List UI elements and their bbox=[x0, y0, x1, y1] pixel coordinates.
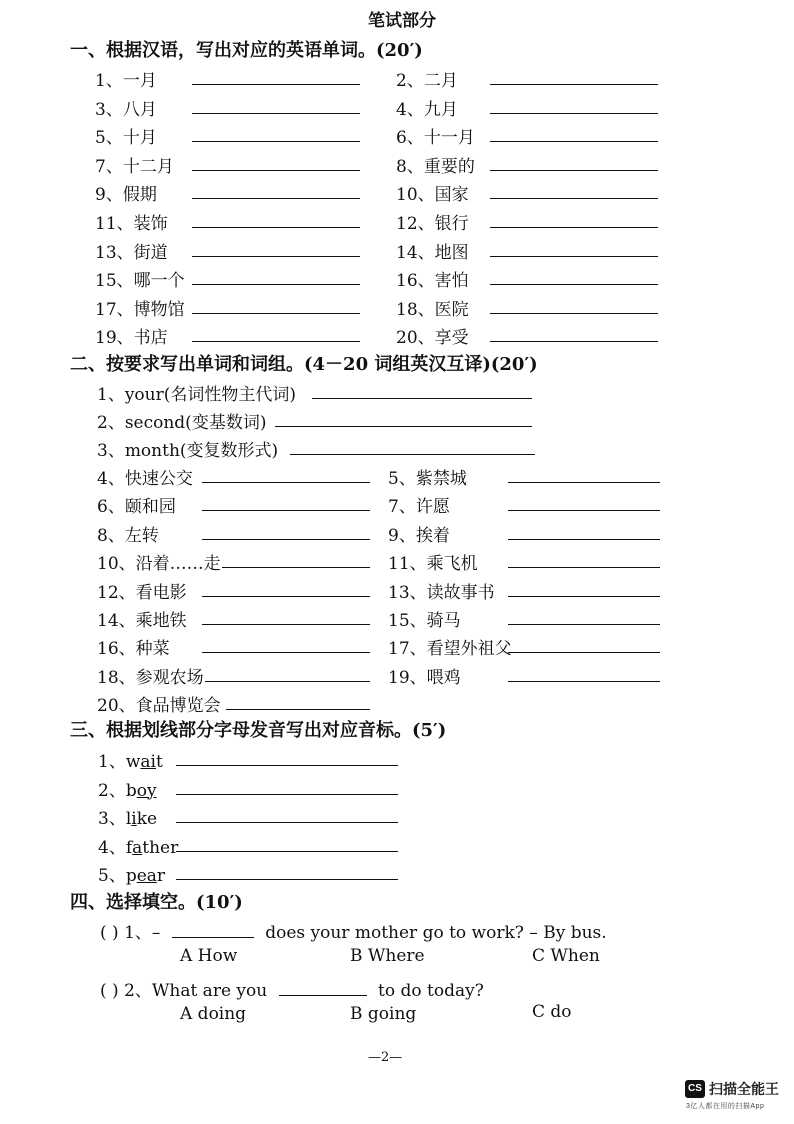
answer-line[interactable] bbox=[290, 454, 535, 455]
question-text: to do today? bbox=[378, 981, 484, 1001]
word-part: t bbox=[155, 752, 163, 772]
word-part: 2、 bbox=[98, 780, 126, 801]
vocab-prompt: 15、哪一个 bbox=[95, 271, 185, 292]
vocab-prompt: 5、十月 bbox=[95, 128, 157, 149]
answer-line[interactable] bbox=[192, 313, 360, 314]
phrase-prompt: 12、看电影 bbox=[97, 582, 187, 603]
word-part: 3、 bbox=[98, 809, 126, 829]
answer-line[interactable] bbox=[192, 227, 360, 228]
answer-line[interactable] bbox=[490, 341, 658, 342]
question-1 bbox=[100, 918, 607, 943]
vocab-prompt: 20、享受 bbox=[396, 328, 469, 349]
phrase-prompt: 19、喂鸡 bbox=[388, 667, 461, 688]
phonics-word bbox=[98, 747, 163, 772]
answer-line[interactable] bbox=[192, 84, 360, 85]
phrase-prompt: 10、沿着……走 bbox=[97, 554, 221, 575]
answer-line[interactable] bbox=[202, 510, 370, 511]
answer-line[interactable] bbox=[490, 84, 658, 85]
answer-line[interactable] bbox=[226, 709, 370, 710]
vocab-prompt: 8、重要的 bbox=[396, 156, 475, 177]
underlined-letters: a bbox=[132, 837, 143, 858]
question-number: 2、What are you bbox=[124, 981, 268, 1001]
answer-line[interactable] bbox=[508, 482, 660, 483]
answer-line[interactable] bbox=[205, 681, 370, 682]
answer-line[interactable] bbox=[192, 341, 360, 342]
vocab-prompt: 1、一月 bbox=[95, 71, 157, 91]
option-c[interactable]: C When bbox=[532, 946, 600, 966]
answer-paren: ( ) bbox=[100, 981, 119, 1001]
answer-line[interactable] bbox=[192, 113, 360, 114]
answer-line[interactable] bbox=[202, 596, 370, 597]
vocab-prompt: 11、装饰 bbox=[95, 214, 168, 234]
answer-line[interactable] bbox=[490, 198, 658, 199]
answer-line[interactable] bbox=[176, 879, 398, 880]
underlined-letters: ai bbox=[140, 752, 156, 772]
answer-line[interactable] bbox=[176, 765, 398, 766]
question-2 bbox=[100, 976, 484, 1001]
answer-line[interactable] bbox=[202, 482, 370, 483]
underlined-letters: i bbox=[131, 809, 137, 829]
page-title: 笔试部分 bbox=[368, 11, 436, 31]
scanner-app-name: 扫描全能王 bbox=[709, 1081, 779, 1097]
phrase-prompt: 14、乘地铁 bbox=[97, 611, 187, 631]
vocab-prompt: 4、九月 bbox=[396, 99, 458, 120]
word-part: w bbox=[125, 752, 141, 772]
answer-line[interactable] bbox=[490, 141, 658, 142]
vocab-prompt: 10、国家 bbox=[396, 185, 469, 206]
phrase-prompt: 6、颐和园 bbox=[97, 497, 176, 518]
phrase-prompt: 20、食品博览会 bbox=[97, 696, 221, 717]
word-part: 4、 bbox=[98, 837, 126, 858]
phonics-word bbox=[98, 776, 157, 801]
phrase-prompt: 9、挨着 bbox=[388, 525, 450, 546]
answer-line[interactable] bbox=[508, 652, 660, 653]
answer-line[interactable] bbox=[312, 398, 532, 399]
phonics-word bbox=[98, 833, 178, 858]
phrase-prompt: 1、your(名词性物主代词) bbox=[97, 385, 296, 405]
word-part: 1、 bbox=[98, 752, 126, 772]
word-part: ke bbox=[136, 809, 158, 829]
section-3-heading: 三、根据划线部分字母发音写出对应音标。(5′) bbox=[70, 720, 447, 741]
answer-line[interactable] bbox=[508, 567, 660, 568]
word-part: b bbox=[125, 780, 137, 801]
option-a[interactable]: A How bbox=[180, 946, 238, 966]
section-4-heading: 四、选择填空。(10′) bbox=[70, 892, 243, 913]
question-number: 1、– bbox=[124, 923, 161, 943]
word-part: 5、 bbox=[98, 866, 126, 886]
vocab-prompt: 3、八月 bbox=[95, 99, 157, 120]
answer-line[interactable] bbox=[192, 284, 360, 285]
word-part: p bbox=[125, 866, 137, 886]
option-a[interactable]: A doing bbox=[180, 1004, 247, 1024]
phrase-prompt: 2、second(变基数词) bbox=[97, 413, 267, 433]
answer-line[interactable] bbox=[490, 256, 658, 257]
underlined-letters: ea bbox=[136, 866, 157, 886]
word-part: l bbox=[125, 809, 132, 829]
scanner-logo-icon: CS bbox=[685, 1080, 705, 1098]
answer-blank[interactable] bbox=[172, 925, 254, 938]
phrase-prompt: 5、紫禁城 bbox=[388, 469, 467, 489]
phrase-prompt: 15、骑马 bbox=[388, 611, 461, 631]
vocab-prompt: 9、假期 bbox=[95, 185, 157, 206]
answer-line[interactable] bbox=[176, 794, 398, 795]
option-c[interactable]: C do bbox=[532, 1002, 572, 1022]
answer-line[interactable] bbox=[490, 113, 658, 114]
answer-line[interactable] bbox=[222, 567, 370, 568]
answer-line[interactable] bbox=[490, 170, 658, 171]
answer-line[interactable] bbox=[490, 227, 658, 228]
answer-line[interactable] bbox=[508, 510, 660, 511]
phrase-prompt: 8、左转 bbox=[97, 525, 159, 546]
vocab-prompt: 12、银行 bbox=[396, 214, 469, 234]
page-number: —2— bbox=[368, 1050, 403, 1065]
answer-line[interactable] bbox=[202, 539, 370, 540]
vocab-prompt: 7、十二月 bbox=[95, 156, 174, 177]
vocab-prompt: 18、医院 bbox=[396, 299, 469, 320]
section-1-heading: 一、根据汉语，写出对应的英语单词。(20′) bbox=[70, 40, 423, 61]
answer-line[interactable] bbox=[192, 198, 360, 199]
question-text: does your mother go to work? – By bus. bbox=[265, 923, 607, 943]
vocab-prompt: 13、街道 bbox=[95, 242, 168, 263]
answer-line[interactable] bbox=[490, 313, 658, 314]
vocab-prompt: 6、十一月 bbox=[396, 128, 475, 149]
answer-line[interactable] bbox=[192, 256, 360, 257]
word-part: f bbox=[125, 837, 133, 858]
answer-line[interactable] bbox=[192, 141, 360, 142]
answer-line[interactable] bbox=[275, 426, 532, 427]
answer-line[interactable] bbox=[176, 822, 398, 823]
vocab-prompt: 16、害怕 bbox=[396, 271, 469, 292]
answer-line[interactable] bbox=[508, 624, 660, 625]
option-b[interactable]: B going bbox=[350, 1004, 417, 1024]
word-part: ther bbox=[142, 837, 179, 858]
answer-line[interactable] bbox=[508, 539, 660, 540]
vocab-prompt: 14、地图 bbox=[396, 242, 469, 263]
phrase-prompt: 7、许愿 bbox=[388, 497, 450, 518]
word-part: r bbox=[156, 866, 166, 886]
answer-blank[interactable] bbox=[279, 983, 367, 996]
phrase-prompt: 13、读故事书 bbox=[388, 582, 495, 603]
answer-line[interactable] bbox=[176, 851, 398, 852]
answer-line[interactable] bbox=[508, 681, 660, 682]
vocab-prompt: 17、博物馆 bbox=[95, 299, 185, 320]
answer-line[interactable] bbox=[490, 284, 658, 285]
phonics-word bbox=[98, 861, 165, 886]
answer-line[interactable] bbox=[508, 596, 660, 597]
phrase-prompt: 4、快速公交 bbox=[97, 469, 193, 489]
answer-paren: ( ) bbox=[100, 923, 119, 943]
phrase-prompt: 11、乘飞机 bbox=[388, 554, 478, 575]
section-2-heading: 二、按要求写出单词和词组。(4－20 词组英汉互译)(20′) bbox=[70, 354, 538, 375]
answer-line[interactable] bbox=[192, 170, 360, 171]
answer-line[interactable] bbox=[202, 624, 370, 625]
answer-line[interactable] bbox=[202, 652, 370, 653]
scanner-app-tagline: 3亿人都在用的扫描App bbox=[686, 1103, 765, 1110]
phrase-prompt: 17、看望外祖父 bbox=[388, 639, 512, 660]
vocab-prompt: 19、书店 bbox=[95, 328, 168, 349]
phrase-prompt: 18、参观农场 bbox=[97, 667, 204, 688]
phrase-prompt: 3、month(变复数形式) bbox=[97, 441, 279, 461]
vocab-prompt: 2、二月 bbox=[396, 71, 458, 91]
phonics-word bbox=[98, 804, 157, 829]
option-b[interactable]: B Where bbox=[350, 946, 425, 966]
underlined-letters: oy bbox=[136, 780, 157, 801]
phrase-prompt: 16、种菜 bbox=[97, 639, 170, 660]
